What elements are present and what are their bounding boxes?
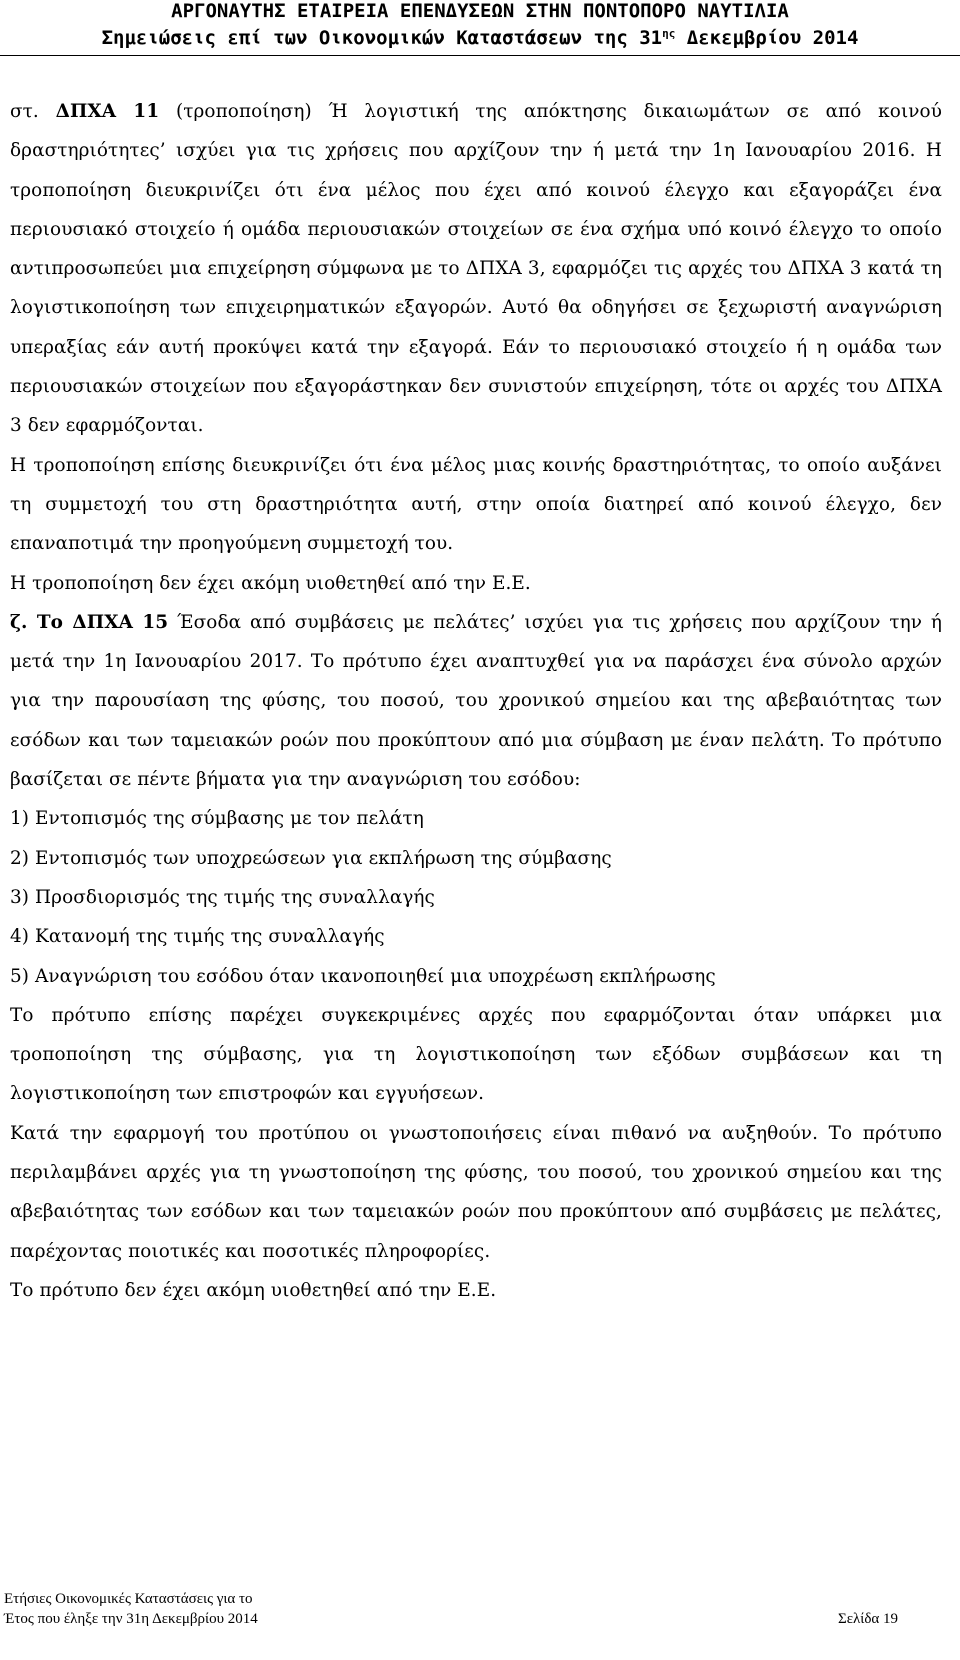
subtitle-start: Σημειώσεις επί των Οικονομικών Καταστάσεων της 31 xyxy=(101,27,663,49)
section-st-text: (τροποποίηση) Ή λογιστική της απόκτησης δικαιωμάτων σε από κοινού δραστηριότητες’ ισχύει για τις χρήσεις που αρχίζουν την ή μετά την 1η Ιανουαρίου 2016. Η τροποποίηση διευκρινίζει ότι ένα μέλος που έχει από κοινού έλεγχο και εξαγοράζει ένα περιουσιακό στοιχείο ή ομάδα περιουσιακών στοιχείων σε ένα σχήμα υπό κοινό έλεγχο το οποίο αντιπροσωπεύει μια επιχείρηση σύμφωνα με το ΔΠΧΑ 3, εφαρμόζει τις αρχές του ΔΠΧΑ 3 κατά τη λογιστικοποίηση των επιχειρηματικών εξαγορών. Αυτό θα οδηγήσει σε ξεχωριστή αναγνώριση υπεραξίας εάν αυτή προκύψει κατά την εξαγορά. Εάν το περιουσιακό στοιχείο ή η ομάδα των περιουσιακών στοιχείων που εξαγοράστηκαν δεν συνιστούν επιχείρηση, τότε οι αρχές του ΔΠΧΑ 3 δεν εφαρμόζονται. xyxy=(10,101,942,437)
section-z-label: ζ. Το ΔΠΧΑ 15 xyxy=(10,611,169,633)
section-st-paragraph-3: Η τροποποίηση δεν έχει ακόμη υιοθετηθεί από την Ε.Ε. xyxy=(10,572,531,594)
section-z-text: Έσοδα από συμβάσεις με πελάτες’ ισχύει για τις χρήσεις που αρχίζουν την ή μετά την 1η Ιανουαρίου 2017. Το πρότυπο έχει αναπτυχθεί για να παράσχει ένα σύνολο αρχών για την παρουσίαση της φύσης, του ποσού, του χρονικού σημείου και της αβεβαιότητας των εσόδων και των ταμειακών ροών που προκύπτουν από μια σύμβαση με έναν πελάτη. Το πρότυπο βασίζεται σε πέντε βήματα για την αναγνώριση του εσόδου: xyxy=(10,611,942,791)
section-z-paragraph xyxy=(10,603,942,799)
revenue-step-4: 4) Κατανομή της τιμής της συναλλαγής xyxy=(10,926,385,948)
section-z-paragraph-2: Το πρότυπο επίσης παρέχει συγκεκριμένες αρχές που εφαρμόζονται όταν υπάρκει μια τροποποίηση της σύμβασης, για τη λογιστικοποίηση των εξόδων συμβάσεων και τη λογιστικοποίηση των επιστροφών και εγγυήσεων. xyxy=(10,1004,942,1105)
section-st-paragraph xyxy=(10,92,942,446)
section-st-standard: ΔΠΧΑ 11 xyxy=(55,101,160,122)
section-st-label: στ. xyxy=(10,101,56,122)
document-body xyxy=(10,92,942,1310)
subtitle-sup: ης xyxy=(662,27,676,40)
footer-line-1: Ετήσιες Οικονομικές Καταστάσεις για το xyxy=(4,1591,253,1607)
page-footer xyxy=(4,1589,954,1629)
revenue-step-5: 5) Αναγνώριση του εσόδου όταν ικανοποιηθεί μια υποχρέωση εκπλήρωσης xyxy=(10,965,716,987)
page-header xyxy=(0,0,960,50)
subtitle-end: Δεκεμβρίου 2014 xyxy=(675,27,859,49)
report-subtitle xyxy=(0,22,960,50)
revenue-step-3: 3) Προσδιορισμός της τιμής της συναλλαγής xyxy=(10,886,435,908)
section-z-paragraph-3: Κατά την εφαρμογή του προτύπου οι γνωστοποιήσεις είναι πιθανό να αυξηθούν. Το πρότυπο περιλαμβάνει αρχές για τη γνωστοποίηση της φύσης, του ποσού, του χρονικού σημείου και της αβεβαιότητας των εσόδων και των ταμειακών ροών που προκύπτουν από συμβάσεις με πελάτες, παρέχοντας ποιοτικές και ποσοτικές πληροφορίες. xyxy=(10,1122,942,1262)
page-number: Σελίδα 19 xyxy=(837,1611,898,1627)
header-divider xyxy=(0,55,960,56)
revenue-step-2: 2) Εντοπισμός των υποχρεώσεων για εκπλήρωση της σύμβασης xyxy=(10,847,612,869)
section-z-paragraph-4: Το πρότυπο δεν έχει ακόμη υιοθετηθεί από την Ε.Ε. xyxy=(10,1279,497,1301)
footer-line-2: Έτος που έληξε την 31η Δεκεμβρίου 2014 xyxy=(4,1611,258,1627)
section-st-paragraph-2: Η τροποποίηση επίσης διευκρινίζει ότι ένα μέλος μιας κοινής δραστηριότητας, το οποίο αυξάνει τη συμμετοχή του στη δραστηριότητα αυτή, στην οποία διατηρεί από κοινού έλεγχο, δεν επαναποτιμά την προηγούμενη συμμετοχή του. xyxy=(10,454,942,555)
revenue-step-1: 1) Εντοπισμός της σύμβασης με τον πελάτη xyxy=(10,808,424,830)
company-title: ΑΡΓΟΝΑΥΤΗΣ ΕΤΑΙΡΕΙΑ ΕΠΕΝΔΥΣΕΩΝ ΣΤΗΝ ΠΟΝΤΟΠΟΡΟ ΝΑΥΤΙΛΙΑ xyxy=(171,0,789,22)
